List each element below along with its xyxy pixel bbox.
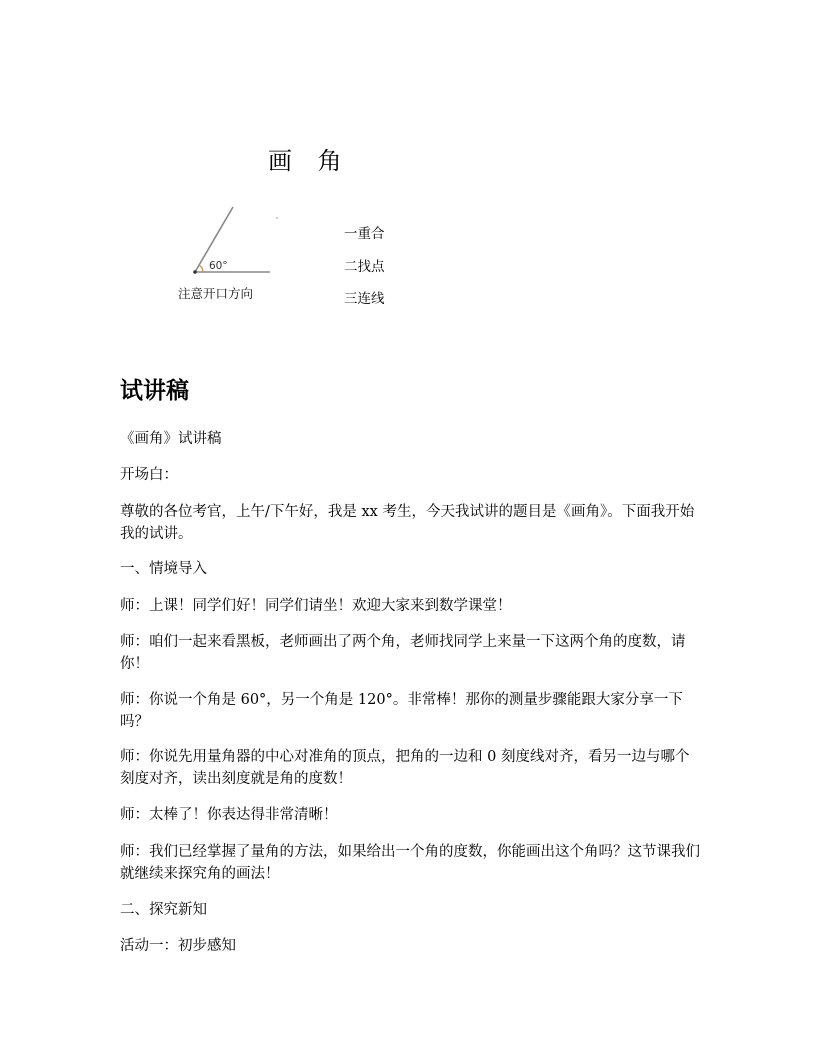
paragraph: 师：我们已经掌握了量角的方法，如果给出一个角的度数，你能画出这个角吗？这节课我们就继续来探究角的画法！ bbox=[120, 844, 700, 882]
diagram-title: 画 角 bbox=[268, 147, 351, 175]
paragraph: 师：太棒了！你表达得非常清晰！ bbox=[120, 807, 338, 823]
angle-diagram bbox=[170, 200, 300, 310]
step-1: 一重合 bbox=[344, 226, 385, 242]
angle-vertex bbox=[193, 270, 197, 274]
paragraph: 一、情境导入 bbox=[120, 561, 207, 577]
point-dot bbox=[276, 217, 278, 219]
paragraph: 师：你说一个角是 60°，另一个角是 120°。非常棒！那你的测量步骤能跟大家分享一下吗？ bbox=[120, 692, 683, 730]
paragraph: 二、探究新知 bbox=[120, 902, 207, 918]
paragraph: 尊敬的各位考官，上午/下午好，我是 xx 考生，今天我试讲的题目是《画角》。下面我开始我的试讲。 bbox=[120, 504, 695, 542]
paragraph: 《画角》试讲稿 bbox=[120, 431, 222, 447]
step-2: 二找点 bbox=[344, 259, 385, 275]
paragraph: 师：咱们一起来看黑板，老师画出了两个角，老师找同学上来量一下这两个角的度数，请你！ bbox=[120, 634, 686, 672]
diagram-caption: 注意开口方向 bbox=[178, 286, 254, 301]
angle-label: 60° bbox=[209, 260, 228, 272]
paragraph: 师：上课！同学们好！同学们请坐！欢迎大家来到数学课堂！ bbox=[120, 598, 512, 614]
paragraph: 活动一：初步感知 bbox=[120, 938, 236, 954]
angle-arc bbox=[199, 265, 203, 272]
paragraph: 师：你说先用量角器的中心对准角的顶点，把角的一边和 0 刻度线对齐，看另一边与哪个刻度对齐，读出刻度就是角的度数！ bbox=[120, 749, 690, 787]
section-heading: 试讲稿 bbox=[120, 378, 189, 404]
step-3: 三连线 bbox=[344, 291, 385, 307]
paragraph: 开场白： bbox=[120, 467, 178, 483]
